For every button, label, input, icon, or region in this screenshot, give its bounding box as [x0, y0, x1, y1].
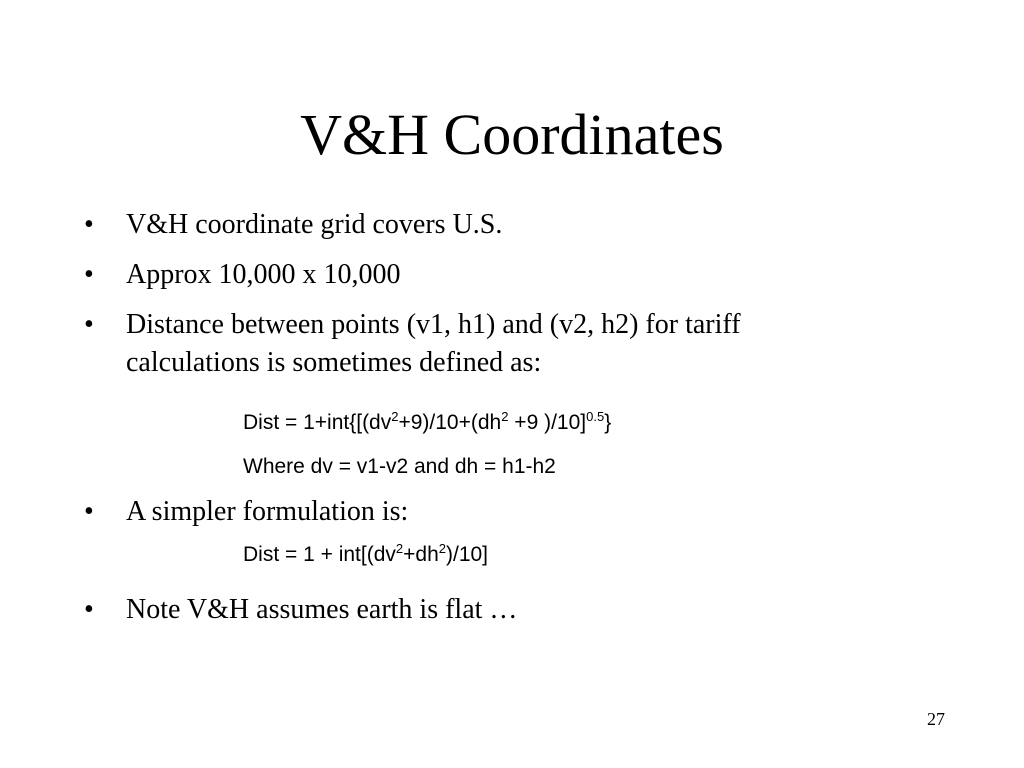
simple-formula — [243, 541, 488, 569]
formula-part: } — [604, 411, 612, 434]
formula-superscript: 0.5 — [586, 409, 605, 424]
bullet-text: V&H coordinate grid covers U.S. — [126, 209, 503, 240]
formula-superscript: 2 — [501, 409, 509, 424]
formula-part: Dist = 1+int{[(dv — [243, 411, 392, 434]
formula-part: Dist = 1 + int[(dv — [243, 543, 396, 566]
formula-part: +9 )/10] — [508, 411, 587, 434]
bullet-text-line-1: Distance between points (v1, h1) and (v2, h2) for tariff — [126, 309, 741, 340]
distance-formula — [243, 409, 611, 437]
bullet-text: Note V&H assumes earth is flat … — [126, 594, 518, 625]
bullet-icon: • — [84, 259, 94, 290]
formula-part: +dh — [403, 543, 439, 566]
formula-superscript: 2 — [391, 409, 399, 424]
bullet-icon: • — [84, 309, 94, 340]
bullet-icon: • — [84, 594, 94, 625]
bullet-icon: • — [84, 209, 94, 240]
bullet-text: A simpler formulation is: — [126, 496, 409, 527]
bullet-text: Approx 10,000 x 10,000 — [126, 259, 401, 290]
slide-title: V&H Coordinates — [300, 102, 724, 167]
bullet-text-line-2: calculations is sometimes defined as: — [126, 347, 542, 378]
bullet-icon: • — [84, 496, 94, 527]
formula-superscript: 2 — [438, 541, 446, 556]
formula-superscript: 2 — [395, 541, 404, 556]
formula-part: )/10] — [446, 543, 489, 566]
formula-part: +9)/10+(dh — [398, 411, 502, 434]
page-number: 27 — [927, 709, 945, 729]
formula-note: Where dv = v1-v2 and dh = h1-h2 — [243, 455, 556, 478]
